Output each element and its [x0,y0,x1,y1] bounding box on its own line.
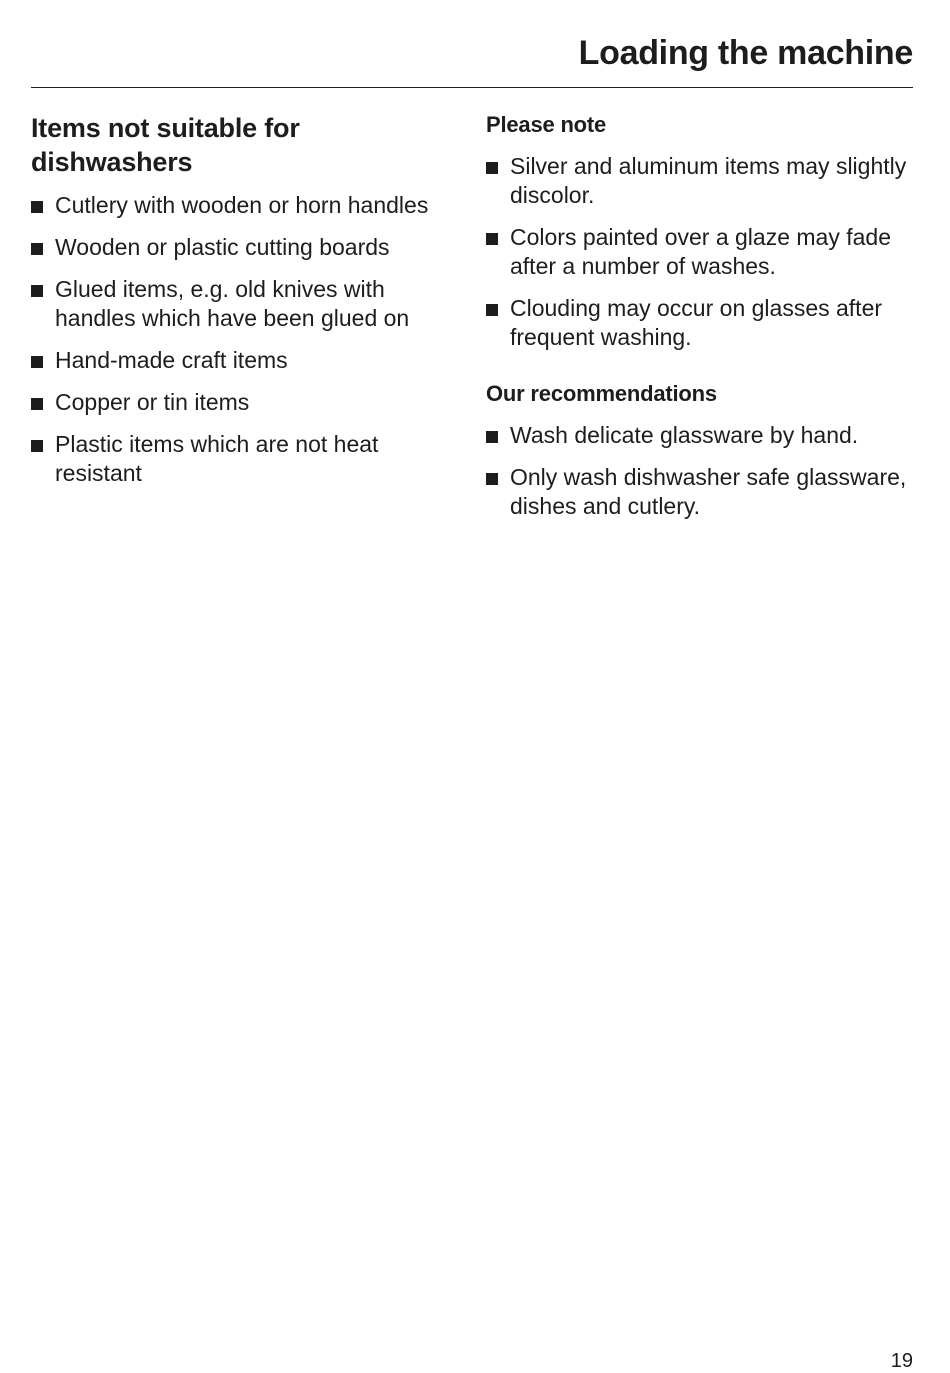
list-item-text: Wooden or plastic cutting boards [55,234,390,260]
list-item-text: Clouding may occur on glasses after frequent washing. [510,295,883,350]
unsuitable-items-section [31,110,461,501]
list-item-text: Plastic items which are not heat resistant [55,431,379,486]
list-item-text: Glued items, e.g. old knives with handles which have been glued on [55,276,410,331]
square-bullet-icon [31,201,43,213]
square-bullet-icon [31,285,43,297]
list-item-text: Copper or tin items [55,389,250,415]
list-item-text: Only wash dishwasher safe glassware, dishes and cutlery. [510,464,907,519]
list-item [486,421,926,450]
square-bullet-icon [486,431,498,443]
square-bullet-icon [486,473,498,485]
list-item [31,388,461,417]
square-bullet-icon [31,356,43,368]
list-item-text: Colors painted over a glaze may fade after a number of washes. [510,224,891,279]
list-item-text: Hand-made craft items [55,347,288,373]
please-note-list [486,152,926,352]
page-number: 19 [890,1350,913,1372]
unsuitable-items-list [31,191,461,488]
list-item [31,233,461,262]
list-item-text: Cutlery with wooden or horn handles [55,192,429,218]
square-bullet-icon [486,233,498,245]
list-item [31,430,461,488]
list-item [486,463,926,521]
square-bullet-icon [31,243,43,255]
section-heading: Items not suitable for dishwashers [31,113,300,177]
recommendations-list [486,421,926,521]
list-item [486,294,926,352]
list-item [31,191,461,220]
list-item-text: Silver and aluminum items may slightly discolor. [510,153,907,208]
square-bullet-icon [486,304,498,316]
square-bullet-icon [31,440,43,452]
list-item [486,152,926,210]
square-bullet-icon [486,162,498,174]
please-note-heading: Please note [486,112,607,137]
list-item-text: Wash delicate glassware by hand. [510,422,859,448]
page-title: Loading the machine [578,34,913,72]
square-bullet-icon [31,398,43,410]
notes-section [486,110,926,534]
list-item [31,275,461,333]
list-item [486,223,926,281]
recommendations-heading: Our recommendations [486,381,717,406]
list-item [31,346,461,375]
page-header [31,0,913,88]
